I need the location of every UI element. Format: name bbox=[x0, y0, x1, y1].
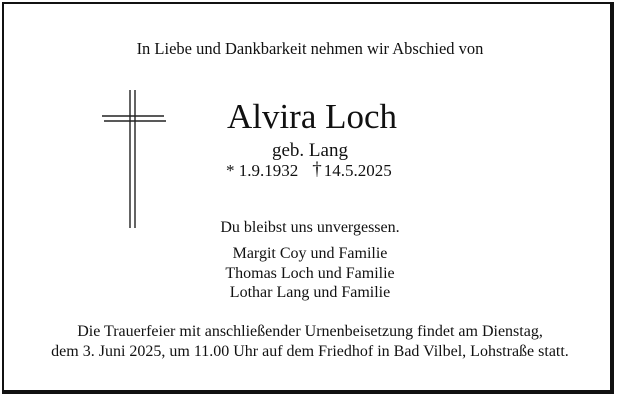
motto-text: Du bleibst uns unvergessen. bbox=[220, 219, 400, 236]
maiden-name: geb. Lang bbox=[272, 140, 348, 161]
dagger-icon: † bbox=[312, 159, 322, 180]
birth-date: * 1.9.1932 bbox=[226, 161, 299, 180]
intro-text: In Liebe und Dankbarkeit nehmen wir Abschied von bbox=[136, 39, 484, 58]
family-line: Lothar Lang und Familie bbox=[229, 284, 391, 301]
life-dates bbox=[226, 160, 392, 182]
ceremony-info-line-2: dem 3. Juni 2025, um 11.00 Uhr auf dem Friedhof in Bad Vilbel, Lohstraße statt. bbox=[51, 343, 569, 360]
family-line: Margit Coy und Familie bbox=[232, 245, 388, 262]
ceremony-info-line-1: Die Trauerfeier mit anschließender Urnenbeisetzung findet am Dienstag, bbox=[77, 323, 543, 340]
death-date: 14.5.2025 bbox=[323, 161, 392, 180]
family-line: Thomas Loch und Familie bbox=[225, 265, 395, 282]
deceased-name: Alvira Loch bbox=[226, 97, 398, 136]
